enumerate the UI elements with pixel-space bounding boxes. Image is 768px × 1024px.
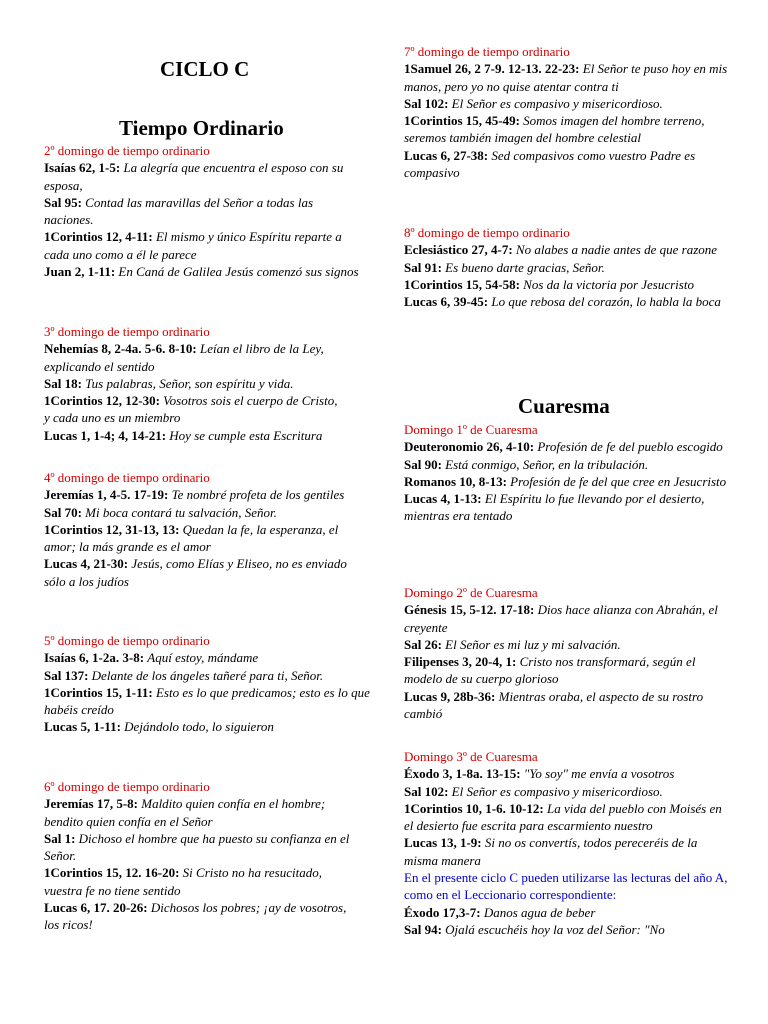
reading: Sal 102: El Señor es compasivo y misericordioso. <box>404 783 663 799</box>
reading: Lucas 13, 1-9: Si no os convertís, todos pereceréis de la misma manera <box>404 835 698 868</box>
reading: Sal 1: Dichoso el hombre que ha puesto su confianza en el Señor. <box>44 830 350 864</box>
sunday-title: 4º domingo de tiempo ordinario <box>44 470 210 485</box>
sunday-title: 8º domingo de tiempo ordinario <box>404 225 570 240</box>
reading: 1Corintios 15, 12. 16-20: Si Cristo no ha resucitado, vuestra fe no tiene sentido <box>44 865 322 898</box>
reading: Sal 102: El Señor es compasivo y misericordioso. <box>404 95 663 111</box>
reading: 1Corintios 15, 1-11: Esto es lo que predicamos; esto es lo que habéis creído <box>44 684 370 718</box>
reading: Sal 91: Es bueno darte gracias, Señor. <box>404 259 605 275</box>
sunday-block <box>404 421 730 525</box>
sunday-title: 2º domingo de tiempo ordinario <box>44 143 210 158</box>
sunday-block <box>404 43 734 181</box>
reading: Lucas 6, 17. 20-26: Dichosos los pobres; ¡ay de vosotros, los ricos! <box>44 900 347 933</box>
sunday-block <box>404 224 730 310</box>
sunday-title: 6º domingo de tiempo ordinario <box>44 779 210 794</box>
reading: 1Corintios 12, 12-30: Vosotros sois el cuerpo de Cristo, y cada uno es un miembro <box>44 393 338 426</box>
reading: Filipenses 3, 20-4, 1: Cristo nos transformará, según el modelo de su cuerpo glorioso <box>404 654 696 687</box>
reading: Lucas 4, 21-30: Jesús, como Elías y Eliseo, no es enviado sólo a los judíos <box>44 556 347 589</box>
reading: 1Corintios 15, 54-58: Nos da la victoria por Jesucristo <box>404 276 694 292</box>
reading: Éxodo 17,3-7: Danos agua de beber <box>404 904 596 920</box>
reading: Lucas 4, 1-13: El Espíritu lo fue llevando por el desierto, mientras era tentado <box>404 491 705 524</box>
reading: 1Corintios 10, 1-6. 10-12: La vida del pueblo con Moisés en el desierto fue escrita para escarmiento nuestro <box>404 800 722 834</box>
cycle-title: CICLO C <box>160 57 250 81</box>
sunday-title: Domingo 2º de Cuaresma <box>404 585 538 600</box>
section-title-ordinary-time: Tiempo Ordinario <box>119 116 284 140</box>
reading: Eclesiástico 27, 4-7: No alabes a nadie antes de que razone <box>404 242 718 258</box>
section-title-lent: Cuaresma <box>518 394 610 418</box>
reading: 1Samuel 26, 2 7-9. 12-13. 22-23: El Señor te puso hoy en mis manos, pero yo no quise atentar contra ti <box>404 61 728 94</box>
reading: Lucas 5, 1-11: Dejándolo todo, lo siguieron <box>44 719 274 735</box>
reading: Juan 2, 1-11: En Caná de Galilea Jesús comenzó sus signos <box>44 264 359 280</box>
sunday-title: Domingo 1º de Cuaresma <box>404 422 538 437</box>
reading: Sal 70: Mi boca contará tu salvación, Señor. <box>44 504 277 520</box>
reading: Lucas 6, 39-45: Lo que rebosa del corazón, lo habla la boca <box>404 294 721 310</box>
sunday-block <box>44 778 350 934</box>
reading: Isaías 6, 1-2a. 3-8: Aquí estoy, mándame <box>44 650 259 666</box>
reading: 1Corintios 12, 4-11: El mismo y único Espíritu reparte a cada uno como a él le parece <box>44 229 342 262</box>
reading: Deuteronomio 26, 4-10: Profesión de fe del pueblo escogido <box>404 439 723 455</box>
reading: Jeremías 1, 4-5. 17-19: Te nombré profeta de los gentiles <box>44 487 345 503</box>
sunday-title: 5º domingo de tiempo ordinario <box>44 633 210 648</box>
cycle-note: En el presente ciclo C pueden utilizarse las lecturas del año A, como en el Leccionario correspondiente: <box>404 870 728 903</box>
reading: Éxodo 3, 1-8a. 13-15: "Yo soy" me envía a vosotros <box>404 766 675 782</box>
sunday-block <box>44 323 344 444</box>
reading: Nehemías 8, 2-4a. 5-6. 8-10: Leían el libro de la Ley, explicando el sentido <box>44 341 324 374</box>
reading: Lucas 6, 27-38: Sed compasivos como vuestro Padre es compasivo <box>404 147 696 181</box>
reading: Jeremías 17, 5-8: Maldito quien confía en el hombre; bendito quien confía en el Señor <box>44 796 326 829</box>
sunday-block <box>44 632 372 736</box>
reading: Sal 26: El Señor es mi luz y mi salvación. <box>404 636 621 652</box>
reading: Sal 90: Está conmigo, Señor, en la tribulación. <box>404 456 649 472</box>
reading: Sal 94: Ojalá escuchéis hoy la voz del Señor: "No <box>404 921 665 937</box>
reading: 1Corintios 12, 31-13, 13: Quedan la fe, la esperanza, el amor; la más grande es el amor <box>44 521 339 555</box>
reading: 1Corintios 15, 45-49: Somos imagen del hombre terreno, seremos también imagen del hombre celestial <box>404 113 705 146</box>
sunday-title: 7º domingo de tiempo ordinario <box>404 44 570 59</box>
reading: Sal 137: Delante de los ángeles tañeré para ti, Señor. <box>44 667 324 683</box>
sunday-block <box>404 748 730 938</box>
reading: Isaías 62, 1-5: La alegría que encuentra el esposo con su esposa, <box>44 160 344 193</box>
sunday-title: 3º domingo de tiempo ordinario <box>44 324 210 339</box>
reading: Génesis 15, 5-12. 17-18: Dios hace alianza con Abrahán, el creyente <box>404 602 718 635</box>
reading: Sal 18: Tus palabras, Señor, son espíritu y vida. <box>44 375 294 391</box>
reading: Sal 95: Contad las maravillas del Señor a todas las naciones. <box>44 194 314 228</box>
sunday-block <box>44 142 364 280</box>
sunday-block <box>44 469 356 590</box>
reading: Lucas 1, 1-4; 4, 14-21: Hoy se cumple esta Escritura <box>44 427 323 443</box>
sunday-title: Domingo 3º de Cuaresma <box>404 749 538 764</box>
sunday-block <box>404 584 734 722</box>
reading: Lucas 9, 28b-36: Mientras oraba, el aspecto de su rostro cambió <box>404 688 704 722</box>
reading: Romanos 10, 8-13: Profesión de fe del que cree en Jesucristo <box>404 473 727 489</box>
